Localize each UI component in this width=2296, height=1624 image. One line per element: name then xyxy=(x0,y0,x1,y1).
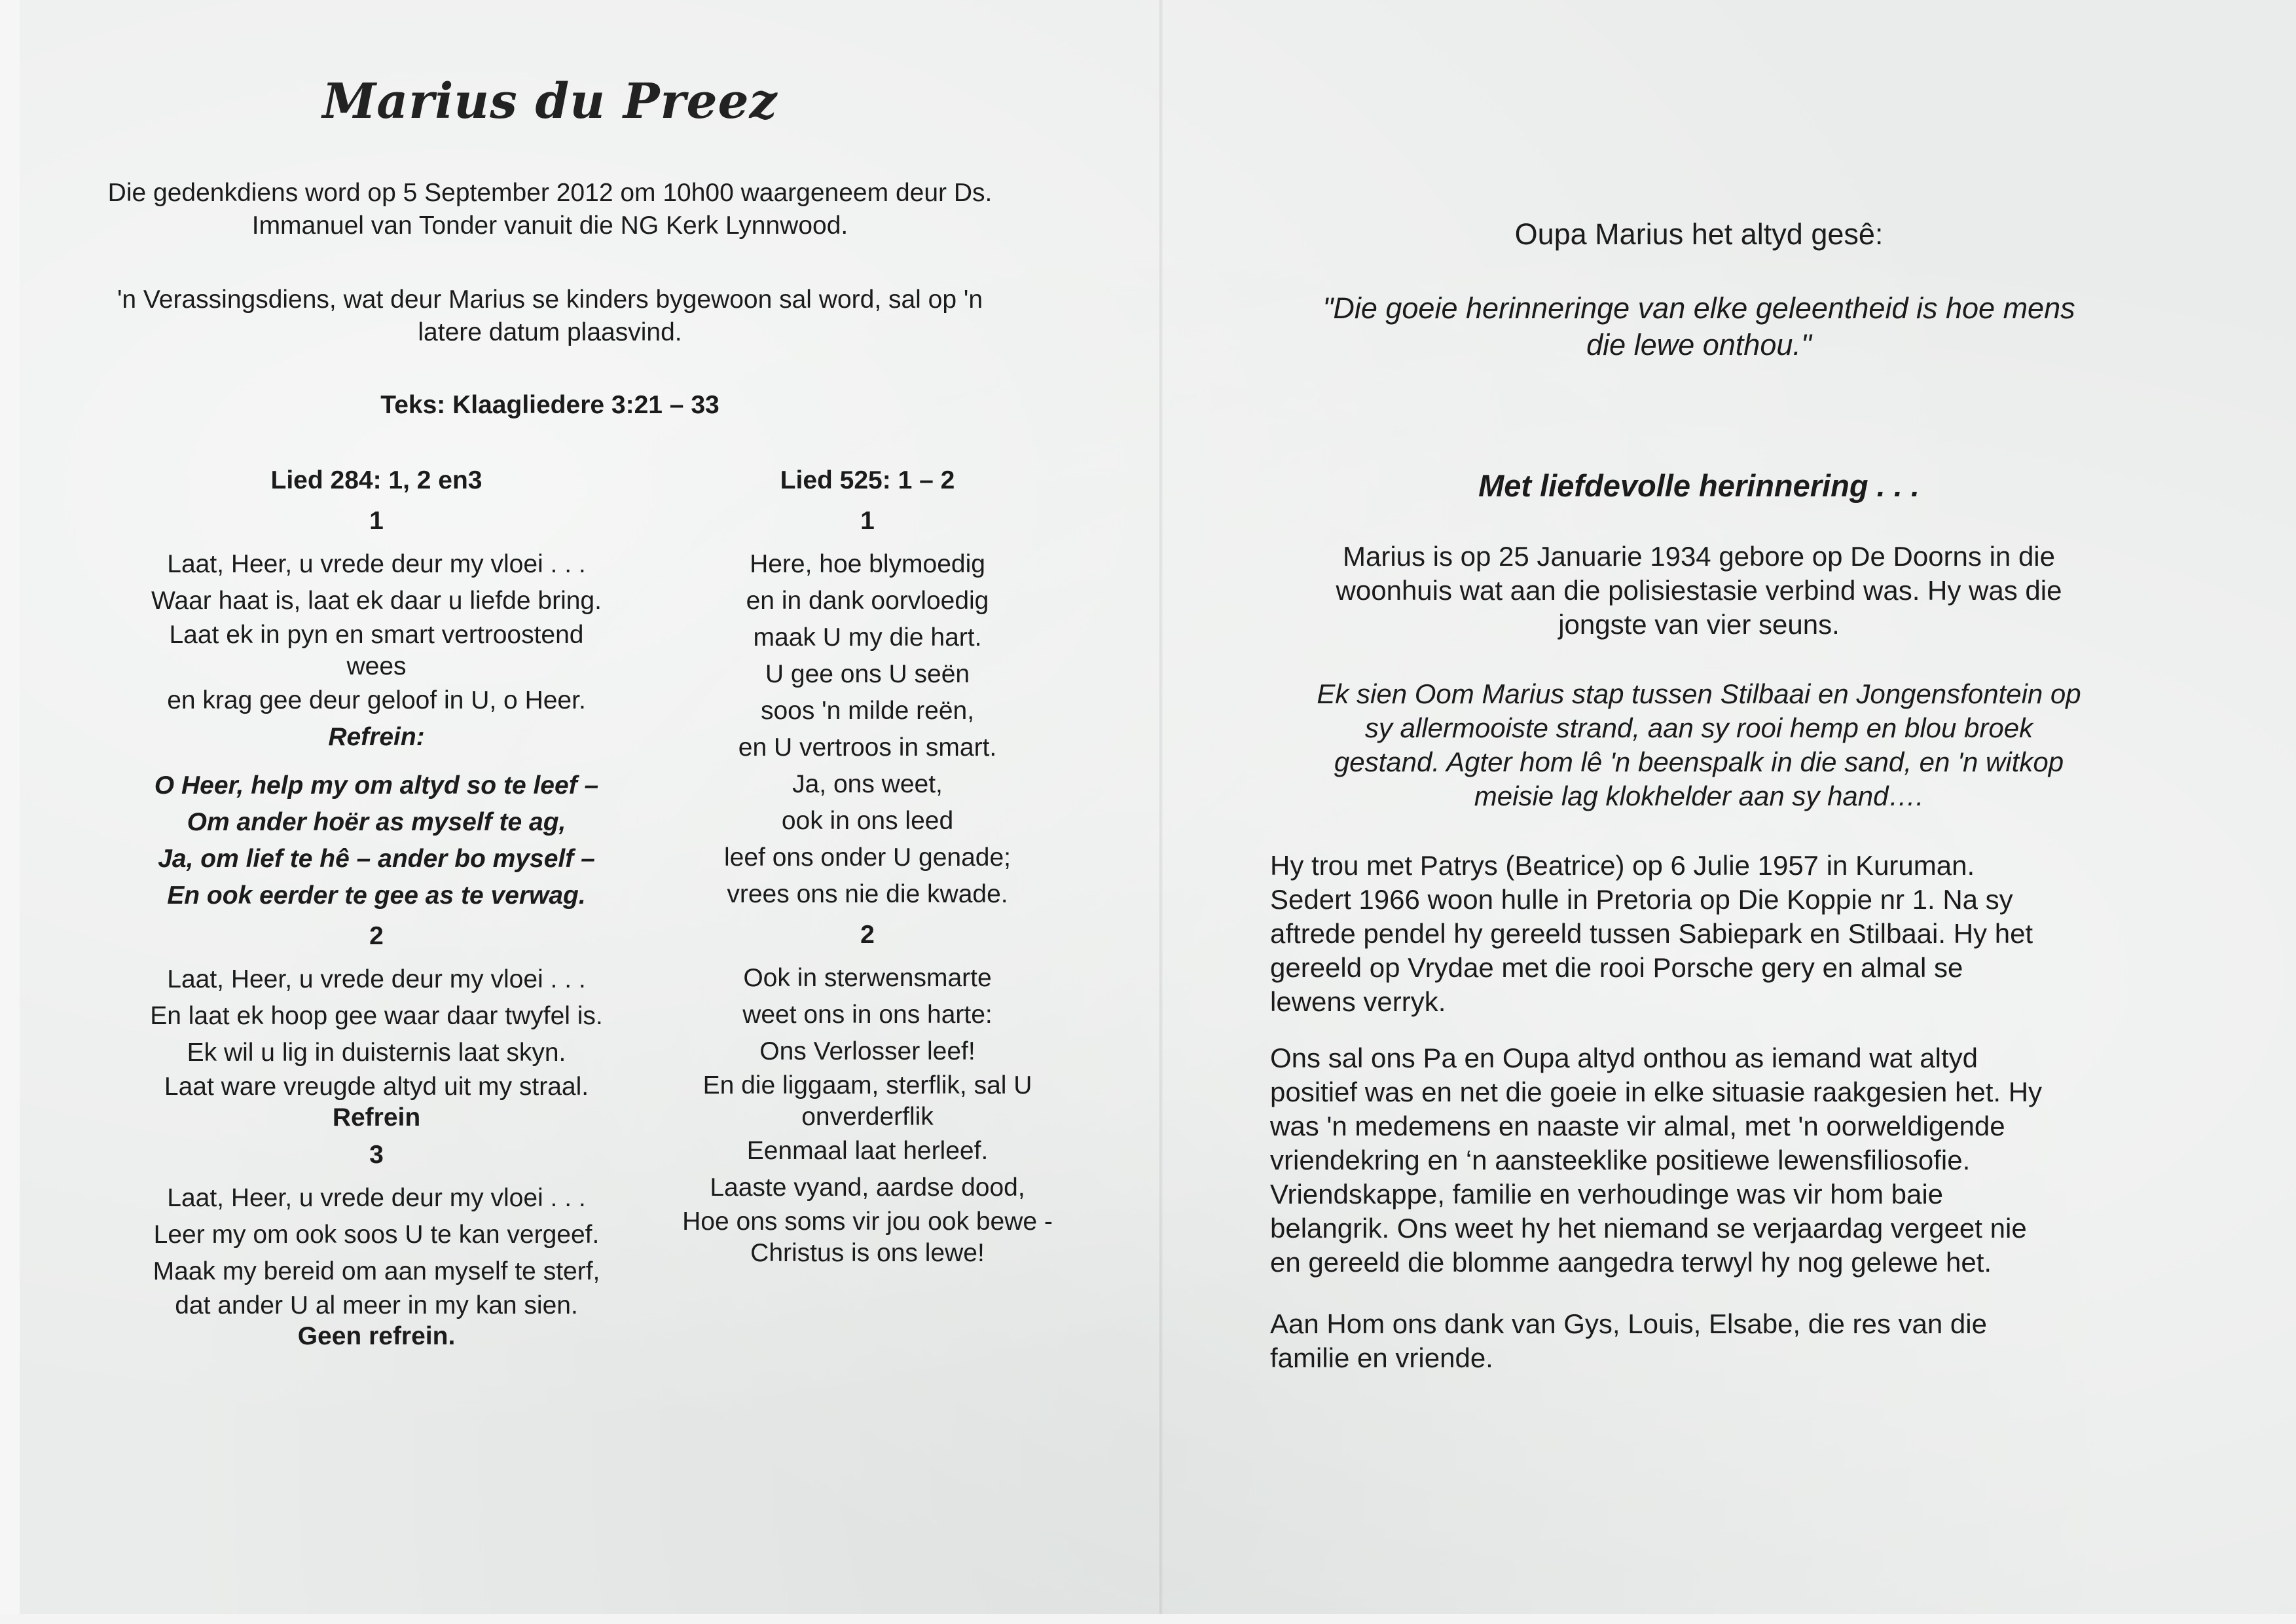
surprise-line: 'n Verassingsdiens, wat deur Marius se kinders bygewoon sal word, sal op 'n xyxy=(117,286,983,314)
surprise-line: latere datum plaasvind. xyxy=(418,318,682,346)
verse-line: Ons Verlosser leef! xyxy=(759,1037,975,1065)
verse-line: Eenmaal laat herleef. xyxy=(746,1137,989,1165)
birth-paragraph xyxy=(1237,540,2160,642)
bio-line: woonhuis wat aan die polisiestasie verbind was. Hy was die xyxy=(1336,575,2062,606)
bio-line: sy allermooiste strand, aan sy rooi hemp en blou broek xyxy=(1364,712,2033,743)
verse-line: maak U my die hart. xyxy=(753,623,982,652)
verse-line: Laat ek in pyn en smart vertroostend xyxy=(169,621,584,649)
paper-edge-left xyxy=(0,0,20,1624)
scripture-reference: Teks: Klaagliedere 3:21 – 33 xyxy=(380,391,720,419)
remember-paragraph xyxy=(1270,1041,2187,1280)
page-fold xyxy=(1159,0,1163,1617)
quote xyxy=(1237,290,2160,363)
verse-line: Ja, ons weet, xyxy=(792,770,943,798)
verse-line: Laaste vyand, aardse dood, xyxy=(710,1173,1025,1202)
refrain-line: Ja, om lief te hê – ander bo myself – xyxy=(158,845,595,873)
bio-line: Vriendskappe, familie en verhoudinge was vir hom baie xyxy=(1270,1179,1944,1209)
section-heading: Met liefdevolle herinnering . . . xyxy=(1478,468,1920,503)
bio-line: was 'n medemens en naaste vir almal, met 'n oorweldigende xyxy=(1270,1111,2005,1141)
bio-line: Hy trou met Patrys (Beatrice) op 6 Julie 1957 in Kuruman. xyxy=(1270,850,1975,881)
verse-line: Here, hoe blymoedig xyxy=(750,550,985,578)
refrain-label: Refrein: xyxy=(328,723,425,751)
verse-number: 1 xyxy=(369,507,384,535)
verse-line: vrees ons nie die kwade. xyxy=(727,880,1008,908)
verse-line: en krag gee deur geloof in U, o Heer. xyxy=(167,686,586,714)
page-title: Marius du Preez xyxy=(322,73,778,130)
verse-line: ook in ons leed xyxy=(781,807,954,835)
vision-paragraph xyxy=(1237,677,2160,813)
verse-number: 1 xyxy=(860,507,875,535)
verse-number: 2 xyxy=(860,921,875,949)
verse-line: en U vertroos in smart. xyxy=(738,733,997,762)
verse-line: leef ons onder U genade; xyxy=(724,843,1011,872)
verse-line: Maak my bereid om aan myself te sterf, xyxy=(153,1257,600,1285)
verse-line: wees xyxy=(346,652,407,680)
verse-line: U gee ons U seën xyxy=(765,660,970,688)
bio-line: aftrede pendel hy gereeld tussen Sabiepark en Stilbaai. Hy het xyxy=(1270,918,2033,949)
bio-line: Sedert 1966 woon hulle in Pretoria op Die Koppie nr 1. Na sy xyxy=(1270,884,2013,915)
bio-line: Ek sien Oom Marius stap tussen Stilbaai en Jongensfontein op xyxy=(1317,678,2081,709)
verse-line: soos 'n milde reën, xyxy=(760,697,975,725)
bio-line: en gereeld die blomme aangedra terwyl hy nog gelewe het. xyxy=(1270,1247,1992,1278)
bio-line: Marius is op 25 Januarie 1934 gebore op De Doorns in die xyxy=(1342,541,2055,572)
verse-number: 2 xyxy=(369,922,384,950)
bio-line: lewens verryk. xyxy=(1270,986,1446,1017)
verse-line: Leer my om ook soos U te kan vergeef. xyxy=(153,1221,600,1249)
bio-line: positief was en net die goeie in elke situasie raakgesien het. Hy xyxy=(1270,1077,2043,1107)
verse-line: Ek wil u lig in duisternis laat skyn. xyxy=(187,1039,566,1067)
service-line: Die gedenkdiens word op 5 September 2012 om 10h00 waargeneem deur Ds. xyxy=(107,179,993,207)
hymn-525 xyxy=(638,462,1097,1269)
service-line: Immanuel van Tonder vanuit die NG Kerk Lynnwood. xyxy=(251,212,848,240)
quote-line: "Die goeie herinneringe van elke geleentheid is hoe mens xyxy=(1322,291,2075,325)
hymn-284 xyxy=(82,462,671,1352)
hymn-title: Lied 525: 1 – 2 xyxy=(780,466,955,494)
verse-line: dat ander U al meer in my kan sien. xyxy=(175,1291,578,1320)
verse-line: Laat, Heer, u vrede deur my vloei . . . xyxy=(167,550,586,578)
verse-number: 3 xyxy=(369,1141,384,1169)
verse-line: En die liggaam, sterflik, sal U xyxy=(702,1071,1032,1099)
bio-line: gestand. Agter hom lê 'n beenspalk in die sand, en 'n witkop xyxy=(1334,747,2064,777)
marriage-paragraph xyxy=(1270,849,2187,1019)
verse-line: Christus is ons lewe! xyxy=(750,1239,985,1267)
bio-line: familie en vriende. xyxy=(1270,1342,1493,1373)
paper-edge-bottom xyxy=(0,1614,2296,1624)
bio-line: jongste van vier seuns. xyxy=(1558,609,1840,640)
bio-line: Aan Hom ons dank van Gys, Louis, Elsabe, die res van die xyxy=(1270,1308,1987,1339)
bio-line: meisie lag klokhelder aan sy hand…. xyxy=(1474,781,1924,811)
verse-line: en in dank oorvloedig xyxy=(746,587,989,615)
quote-line: die lewe onthou." xyxy=(1586,328,1812,361)
verse-line: weet ons in ons harte: xyxy=(742,1001,993,1029)
verse-line: Ook in sterwensmarte xyxy=(743,964,992,992)
verse-line: Waar haat is, laat ek daar u liefde bring. xyxy=(151,587,602,615)
refrain-line: En ook eerder te gee as te verwag. xyxy=(167,881,586,910)
saying-intro: Oupa Marius het altyd gesê: xyxy=(1514,217,1884,251)
verse-line: Laat, Heer, u vrede deur my vloei . . . xyxy=(167,965,586,993)
refrain-cue: Refrein xyxy=(332,1103,421,1132)
refrain-line: Om ander hoër as myself te ag, xyxy=(187,808,566,836)
verse-line: Laat, Heer, u vrede deur my vloei . . . xyxy=(167,1184,586,1212)
no-refrain-note: Geen refrein. xyxy=(297,1322,456,1350)
bio-line: vriendekring en ‘n aansteeklike positiewe lewensfiliosofie. xyxy=(1270,1145,1971,1175)
verse-line: Laat ware vreugde altyd uit my straal. xyxy=(164,1073,589,1101)
verse-line: Hoe ons soms vir jou ook bewe - xyxy=(682,1208,1053,1236)
bio-line: Ons sal ons Pa en Oupa altyd onthou as iemand wat altyd xyxy=(1270,1043,1978,1073)
verse-line: onverderflik xyxy=(801,1103,934,1131)
hymn-title: Lied 284: 1, 2 en3 xyxy=(270,466,483,494)
bio-line: belangrik. Ons weet hy het niemand se verjaardag vergeet nie xyxy=(1270,1213,2027,1244)
bio-line: gereeld op Vrydae met die rooi Porsche gery en almal se xyxy=(1270,952,1963,983)
surprise-notice xyxy=(79,284,1021,349)
thanks-paragraph xyxy=(1270,1307,2187,1375)
service-notice xyxy=(79,177,1021,242)
refrain-line: O Heer, help my om altyd so te leef – xyxy=(154,771,599,800)
verse-line: En laat ek hoop gee waar daar twyfel is. xyxy=(150,1002,603,1030)
